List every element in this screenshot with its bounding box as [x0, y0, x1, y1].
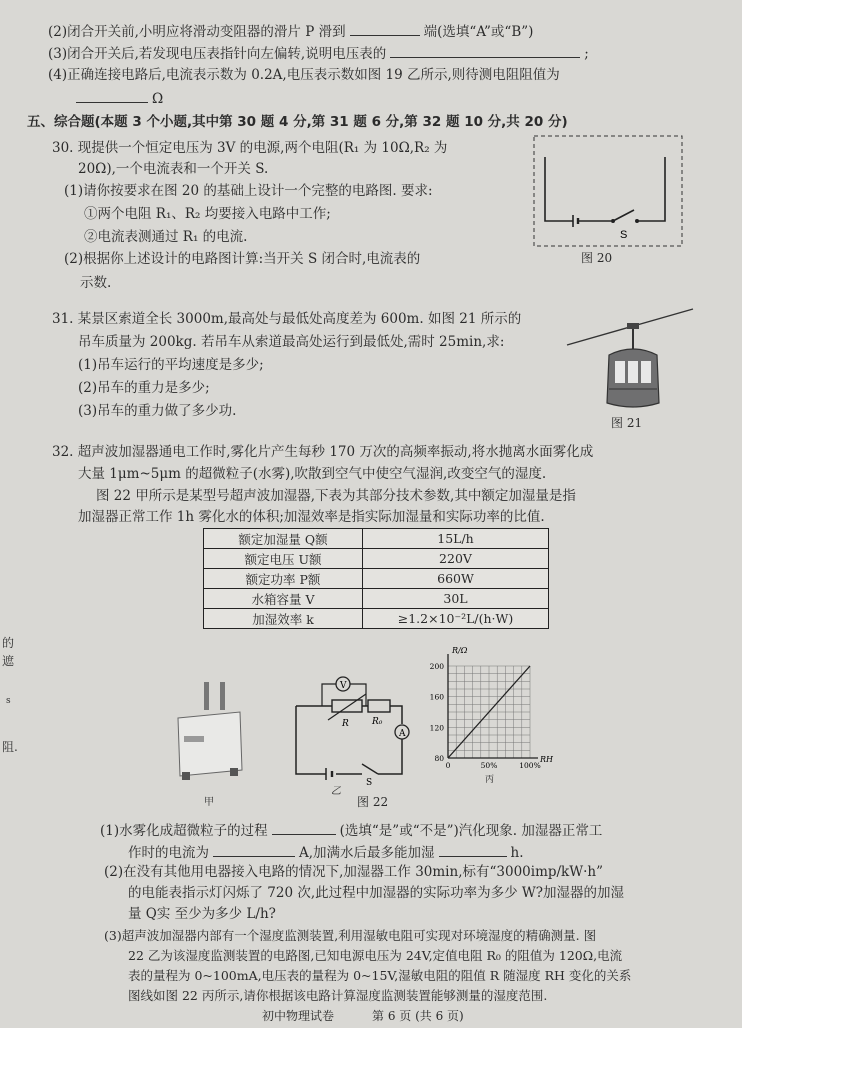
x-tick-label: 0	[445, 761, 451, 770]
q32-line-1: 32. 超声波加湿器通电工作时,雾化片产生每秒 170 万次的高频率振动,将水抛离水面雾化成	[52, 444, 594, 460]
fig22-caption: 图 22	[357, 795, 389, 809]
q30-line-1: 30. 现提供一个恒定电压为 3V 的电源,两个电阻(R₁ 为 10Ω,R₂ 为	[52, 140, 448, 156]
q4b-line	[76, 90, 163, 108]
table-row	[204, 589, 549, 609]
q32-1-text-b: (选填“是”或“不是”)汽化现象. 加湿器正常工	[339, 823, 603, 839]
q32-1-text-d: A,加满水后最多能加湿	[299, 845, 435, 861]
table-row	[204, 549, 549, 569]
table-cell-value: ≥1.2×10⁻²L/(h·W)	[363, 609, 549, 629]
q32-3-line-4: 图线如图 22 丙所示,请你根据该电路计算湿度监测装置能够测量的湿度范围.	[128, 988, 548, 1003]
q30-line-4: ①两个电阻 R₁、R₂ 均要接入电路中工作;	[84, 206, 331, 222]
label-R0: R₀	[372, 717, 383, 727]
q30-line-3: (1)请你按要求在图 20 的基础上设计一个完整的电路图. 要求:	[64, 183, 433, 199]
q30-line-5: ②电流表测通过 R₁ 的电流.	[84, 229, 248, 245]
spec-table	[203, 528, 549, 629]
q32-2-line-1: (2)在没有其他用电器接入电路的情况下,加湿器工作 30min,标有“3000imp/kW·h”	[104, 864, 603, 880]
table-row	[204, 529, 549, 549]
footer-course: 初中物理试卷	[262, 1009, 335, 1023]
mist-tube-right	[220, 682, 225, 710]
mist-tube-left	[204, 682, 209, 710]
q30-line-2: 20Ω),一个电流表和一个开关 S.	[78, 161, 269, 177]
table-cell-value: 660W	[363, 569, 549, 589]
q32-1-blank-3	[439, 844, 507, 857]
table-row	[204, 609, 549, 629]
q4-blank	[76, 90, 148, 103]
humidifier-panel	[184, 736, 204, 742]
cable-grip	[627, 323, 639, 329]
q31-line-3: (1)吊车运行的平均速度是多少;	[78, 357, 264, 373]
humidifier-body	[178, 712, 242, 776]
fig22-yi-label: 乙	[331, 786, 341, 797]
figure-22-humidifier	[170, 672, 250, 790]
y-tick-label: 160	[429, 692, 444, 702]
q32-1-text-e: h.	[510, 845, 524, 861]
resistor-R-arrow	[328, 694, 366, 720]
voltmeter-label: V	[340, 681, 347, 691]
table-cell-value: 30L	[363, 589, 549, 609]
y-tick-label: 80	[434, 754, 444, 763]
circuit-wire-right-bottom	[378, 739, 402, 774]
x-tick-label: 50%	[480, 761, 498, 770]
q32-1-blank-1	[272, 822, 336, 835]
circuit-wire-right-top	[390, 706, 402, 724]
car-window-2	[628, 361, 638, 383]
footer-page-number: 第 6 页 (共 6 页)	[372, 1009, 464, 1023]
fig20-dashed-border	[534, 136, 682, 246]
q32-1-text-a: (1)水雾化成超微粒子的过程	[100, 823, 268, 839]
q32-line-2: 大量 1μm~5μm 的超微粒子(水雾),吹散到空气中使空气湿润,改变空气的湿度.	[78, 466, 547, 482]
table-cell-name: 加湿效率 k	[204, 609, 363, 629]
car-window-3	[641, 361, 651, 383]
q32-2-line-2: 的电能表指示灯闪烁了 720 次,此过程中加湿器的实际功率为多少 W?加湿器的加湿	[128, 885, 625, 901]
resistor-R0	[368, 700, 390, 712]
q2-line	[48, 23, 533, 41]
q32-line-3: 图 22 甲所示是某型号超声波加湿器,下表为其部分技术参数,其中额定加湿量是指	[96, 488, 576, 504]
table-cell-value: 220V	[363, 549, 549, 569]
margin-fragment-2: 遮	[2, 654, 15, 668]
q4-text: (4)正确连接电路后,电流表示数为 0.2A,电压表示数如图 19 乙所示,则待测电阻阻值为	[48, 67, 560, 83]
figure-20-circuit	[533, 135, 683, 247]
graph-xlabel: RH	[540, 755, 553, 764]
q32-1-line-1	[100, 822, 602, 840]
q30-line-6: (2)根据你上述设计的电路图计算:当开关 S 闭合时,电流表的	[64, 251, 421, 267]
margin-fragment-4: 阻.	[2, 740, 18, 754]
fig22-jia-label: 甲	[204, 797, 214, 808]
fig20-switch-blade	[613, 210, 634, 221]
label-R: R	[342, 719, 349, 729]
q31-line-1: 31. 某景区索道全长 3000m,最高处与最低处高度差为 600m. 如图 21 所示的	[52, 311, 522, 327]
table-cell-name: 额定功率 P额	[204, 569, 363, 589]
q3-blank	[390, 45, 580, 58]
q32-3-line-1: (3)超声波加湿器内部有一个湿度监测装置,利用湿敏电阻可实现对环境湿度的精确测量. 图	[104, 928, 597, 943]
table-cell-name: 额定电压 U额	[204, 549, 363, 569]
fig20-caption: 图 20	[581, 251, 613, 265]
fig20-wire-right	[637, 157, 665, 221]
figure-22-graph	[420, 640, 560, 782]
q32-line-4: 加湿器正常工作 1h 雾化水的体积;加湿效率是指实际加湿量和实际功率的比值.	[78, 509, 545, 525]
q32-3-line-3: 表的量程为 0~100mA,电压表的量程为 0~15V,湿敏电阻的阻值 R 随湿度 RH 变化的关系	[128, 968, 632, 983]
figure-21-cable-car	[565, 305, 695, 415]
q4-line	[48, 67, 560, 84]
table-cell-name: 额定加湿量 Q额	[204, 529, 363, 549]
wheel-left	[182, 772, 190, 780]
q4-unit: Ω	[152, 91, 164, 107]
x-tick-label: 100%	[519, 761, 541, 770]
y-tick-label: 200	[429, 662, 444, 671]
q2-text: (2)闭合开关前,小明应将滑动变阻器的滑片 P 滑到	[48, 24, 346, 40]
fig22-bing-label: 丙	[485, 775, 495, 785]
q30-line-7: 示数.	[80, 275, 112, 291]
margin-fragment-1: 的	[2, 636, 15, 650]
graph-ylabel: R/Ω	[452, 646, 468, 655]
fig20-wire-left	[545, 157, 573, 221]
q2-blank	[350, 23, 420, 36]
q32-1-text-c: 作时的电流为	[128, 845, 209, 861]
q31-line-2: 吊车质量为 200kg. 若吊车从索道最高处运行到最低处,需时 25min,求:	[78, 334, 505, 350]
table-cell-name: 水箱容量 V	[204, 589, 363, 609]
q32-1-line-2	[128, 844, 524, 862]
q32-2-line-3: 量 Q实 至少为多少 L/h?	[128, 906, 276, 922]
switch-S	[362, 764, 378, 774]
section-5-heading: 五、综合题(本题 3 个小题,其中第 30 题 4 分,第 31 题 6 分,第 32 题 10 分,共 20 分)	[27, 114, 568, 130]
wheel-right	[230, 768, 238, 776]
margin-fragment-3: s	[6, 696, 11, 706]
resistor-R	[332, 700, 362, 712]
q32-1-blank-2	[213, 844, 295, 857]
q31-line-4: (2)吊车的重力是多少;	[78, 380, 210, 396]
fig20-switch-label: S	[620, 229, 628, 241]
fig21-caption: 图 21	[611, 416, 643, 430]
y-tick-label: 120	[429, 723, 444, 733]
table-cell-value: 15L/h	[363, 529, 549, 549]
q2-text-end: 端(选填“A”或“B”)	[423, 24, 534, 40]
q3-text: (3)闭合开关后,若发现电压表指针向左偏转,说明电压表的	[48, 46, 387, 62]
q3-line	[48, 45, 589, 63]
circuit-wire-left	[296, 706, 326, 774]
table-row	[204, 569, 549, 589]
ammeter-label: A	[399, 729, 406, 739]
q31-line-5: (3)吊车的重力做了多少功.	[78, 403, 237, 419]
label-S: S	[366, 778, 373, 786]
q3-text-end: ;	[584, 46, 589, 62]
voltmeter-wire-left	[322, 684, 336, 706]
figure-22-circuit	[262, 666, 412, 786]
q32-3-line-2: 22 乙为该湿度监测装置的电路图,已知电源电压为 24V,定值电阻 R₀ 的阻值为 120Ω,电流	[128, 948, 623, 963]
car-window-1	[615, 361, 625, 383]
